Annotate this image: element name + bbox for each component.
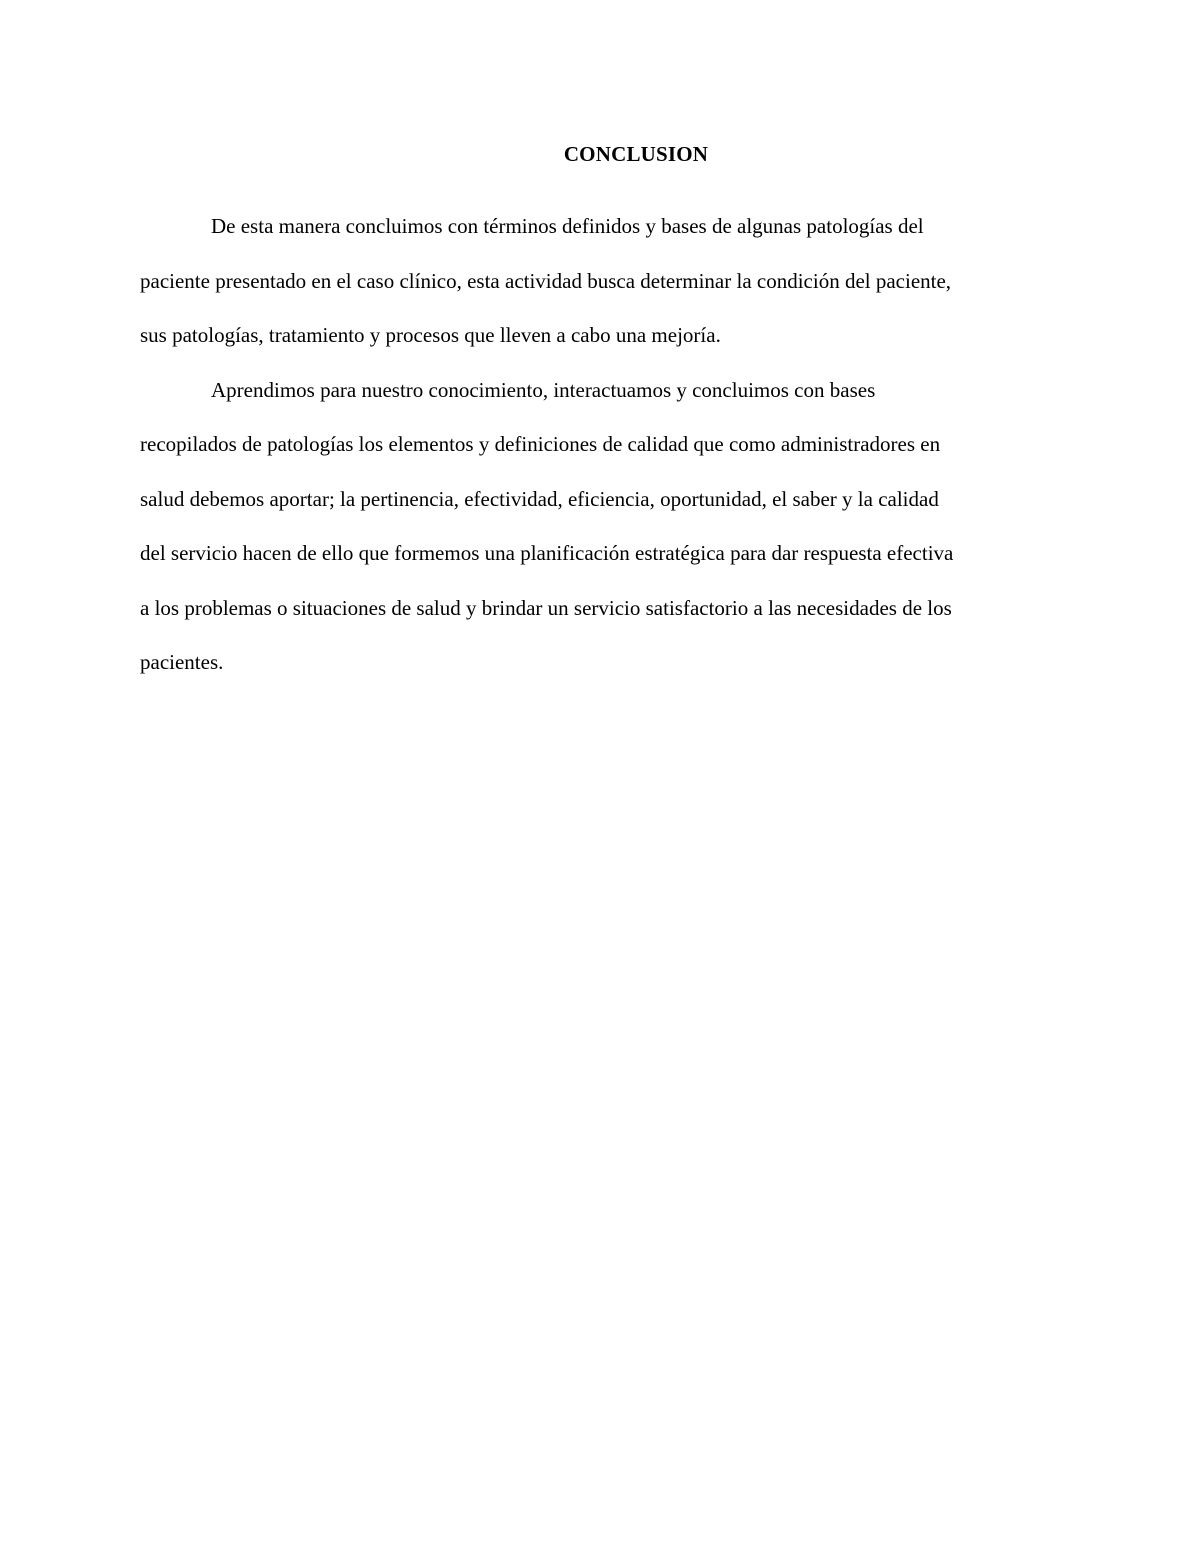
paragraph-line: del servicio hacen de ello que formemos una planificación estratégica para dar respuesta efectiva <box>140 541 954 565</box>
paragraph-line: pacientes. <box>140 650 224 674</box>
paragraph-1 <box>140 204 1080 368</box>
page-title: CONCLUSION <box>563 142 709 166</box>
paragraph-2 <box>140 368 1080 695</box>
paragraph-line: a los problemas o situaciones de salud y brindar un servicio satisfactorio a las necesidades de los <box>140 595 952 620</box>
paragraph-line: De esta manera concluimos con términos definidos y bases de algunas patologías del <box>211 214 924 238</box>
paragraph-line: Aprendimos para nuestro conocimiento, interactuamos y concluimos con bases <box>211 377 876 402</box>
paragraph-line: sus patologías, tratamiento y procesos que lleven a cabo una mejoría. <box>140 323 721 347</box>
paragraph-line: paciente presentado en el caso clínico, esta actividad busca determinar la condición del paciente, <box>140 268 952 293</box>
document-body <box>140 204 1080 695</box>
paragraph-line: salud debemos aportar; la pertinencia, efectividad, eficiencia, oportunidad, el saber y la calidad <box>140 486 939 511</box>
paragraph-line: recopilados de patologías los elementos y definiciones de calidad que como administradores en <box>140 432 941 456</box>
